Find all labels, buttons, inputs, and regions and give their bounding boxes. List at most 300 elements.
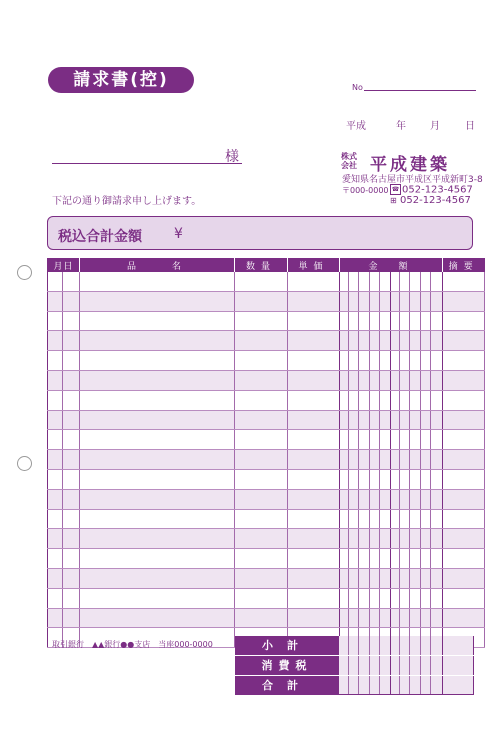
- table-cell[interactable]: [80, 291, 235, 311]
- table-cell[interactable]: [391, 450, 400, 470]
- table-row[interactable]: [48, 549, 485, 569]
- table-cell[interactable]: [288, 272, 340, 291]
- table-cell[interactable]: [410, 568, 421, 588]
- table-cell[interactable]: [400, 549, 410, 569]
- table-cell[interactable]: [288, 588, 340, 608]
- table-cell[interactable]: [349, 410, 359, 430]
- table-cell[interactable]: [80, 608, 235, 628]
- table-cell[interactable]: [443, 608, 485, 628]
- table-cell[interactable]: [400, 311, 410, 331]
- table-cell[interactable]: [48, 430, 63, 450]
- table-cell[interactable]: [443, 549, 485, 569]
- table-row[interactable]: [48, 568, 485, 588]
- table-cell[interactable]: [431, 272, 443, 291]
- table-cell[interactable]: [80, 588, 235, 608]
- table-cell[interactable]: [80, 331, 235, 351]
- table-cell[interactable]: [380, 311, 391, 331]
- table-cell[interactable]: [340, 588, 349, 608]
- table-cell[interactable]: [431, 588, 443, 608]
- table-cell[interactable]: [80, 568, 235, 588]
- table-cell[interactable]: [359, 291, 370, 311]
- table-cell[interactable]: [235, 390, 288, 410]
- table-cell[interactable]: [400, 430, 410, 450]
- table-cell[interactable]: [80, 509, 235, 529]
- table-cell[interactable]: [443, 390, 485, 410]
- table-cell[interactable]: [288, 291, 340, 311]
- table-cell[interactable]: [410, 291, 421, 311]
- table-cell[interactable]: [63, 430, 80, 450]
- table-cell[interactable]: [80, 529, 235, 549]
- table-cell[interactable]: [431, 331, 443, 351]
- table-cell[interactable]: [48, 331, 63, 351]
- table-cell[interactable]: [288, 608, 340, 628]
- table-row[interactable]: [48, 390, 485, 410]
- table-cell[interactable]: [340, 272, 349, 291]
- table-cell[interactable]: [431, 410, 443, 430]
- table-cell[interactable]: [400, 410, 410, 430]
- table-row[interactable]: [48, 430, 485, 450]
- table-cell[interactable]: [391, 509, 400, 529]
- table-cell[interactable]: [400, 509, 410, 529]
- table-cell[interactable]: [410, 370, 421, 390]
- table-cell[interactable]: [410, 489, 421, 509]
- table-cell[interactable]: [421, 410, 431, 430]
- table-cell[interactable]: [380, 331, 391, 351]
- table-cell[interactable]: [391, 549, 400, 569]
- table-cell[interactable]: [421, 272, 431, 291]
- table-cell[interactable]: [235, 588, 288, 608]
- table-cell[interactable]: [63, 272, 80, 291]
- table-cell[interactable]: [431, 529, 443, 549]
- table-cell[interactable]: [235, 469, 288, 489]
- table-cell[interactable]: [421, 370, 431, 390]
- table-cell[interactable]: [235, 311, 288, 331]
- table-cell[interactable]: [349, 588, 359, 608]
- table-cell[interactable]: [443, 450, 485, 470]
- table-cell[interactable]: [421, 291, 431, 311]
- table-cell[interactable]: [421, 529, 431, 549]
- table-cell[interactable]: [443, 529, 485, 549]
- table-cell[interactable]: [48, 450, 63, 470]
- table-cell[interactable]: [288, 469, 340, 489]
- table-cell[interactable]: [380, 509, 391, 529]
- table-cell[interactable]: [288, 450, 340, 470]
- table-cell[interactable]: [80, 272, 235, 291]
- table-cell[interactable]: [48, 390, 63, 410]
- table-cell[interactable]: [443, 588, 485, 608]
- table-cell[interactable]: [80, 469, 235, 489]
- table-cell[interactable]: [349, 529, 359, 549]
- table-cell[interactable]: [370, 351, 380, 371]
- table-cell[interactable]: [370, 509, 380, 529]
- table-cell[interactable]: [80, 370, 235, 390]
- table-cell[interactable]: [410, 450, 421, 470]
- table-cell[interactable]: [421, 390, 431, 410]
- table-cell[interactable]: [391, 430, 400, 450]
- number-field[interactable]: [364, 90, 476, 91]
- table-cell[interactable]: [391, 390, 400, 410]
- table-cell[interactable]: [400, 331, 410, 351]
- table-cell[interactable]: [340, 430, 349, 450]
- table-cell[interactable]: [63, 588, 80, 608]
- table-cell[interactable]: [349, 272, 359, 291]
- table-cell[interactable]: [380, 529, 391, 549]
- table-cell[interactable]: [380, 489, 391, 509]
- table-cell[interactable]: [235, 272, 288, 291]
- table-cell[interactable]: [340, 509, 349, 529]
- table-cell[interactable]: [400, 370, 410, 390]
- table-cell[interactable]: [359, 509, 370, 529]
- table-cell[interactable]: [359, 311, 370, 331]
- table-cell[interactable]: [63, 549, 80, 569]
- table-cell[interactable]: [359, 588, 370, 608]
- table-cell[interactable]: [380, 469, 391, 489]
- table-cell[interactable]: [349, 331, 359, 351]
- table-cell[interactable]: [63, 450, 80, 470]
- table-cell[interactable]: [359, 469, 370, 489]
- table-cell[interactable]: [370, 390, 380, 410]
- table-cell[interactable]: [349, 608, 359, 628]
- table-cell[interactable]: [359, 351, 370, 371]
- table-cell[interactable]: [400, 291, 410, 311]
- table-cell[interactable]: [410, 311, 421, 331]
- table-cell[interactable]: [48, 608, 63, 628]
- table-cell[interactable]: [48, 410, 63, 430]
- table-cell[interactable]: [235, 291, 288, 311]
- table-cell[interactable]: [400, 568, 410, 588]
- table-cell[interactable]: [235, 410, 288, 430]
- table-cell[interactable]: [288, 351, 340, 371]
- table-cell[interactable]: [235, 549, 288, 569]
- table-cell[interactable]: [391, 568, 400, 588]
- table-cell[interactable]: [48, 549, 63, 569]
- table-cell[interactable]: [421, 430, 431, 450]
- table-cell[interactable]: [391, 272, 400, 291]
- table-cell[interactable]: [340, 529, 349, 549]
- table-cell[interactable]: [370, 549, 380, 569]
- table-cell[interactable]: [288, 311, 340, 331]
- table-cell[interactable]: [443, 291, 485, 311]
- table-cell[interactable]: [48, 272, 63, 291]
- table-cell[interactable]: [235, 568, 288, 588]
- table-cell[interactable]: [400, 450, 410, 470]
- table-row[interactable]: [48, 370, 485, 390]
- table-cell[interactable]: [380, 549, 391, 569]
- table-cell[interactable]: [391, 529, 400, 549]
- table-cell[interactable]: [443, 469, 485, 489]
- table-cell[interactable]: [235, 430, 288, 450]
- subtotal-value[interactable]: [339, 636, 474, 655]
- table-cell[interactable]: [63, 529, 80, 549]
- table-cell[interactable]: [410, 529, 421, 549]
- table-cell[interactable]: [410, 351, 421, 371]
- tax-row[interactable]: [235, 656, 474, 676]
- table-cell[interactable]: [410, 272, 421, 291]
- grand-total-row[interactable]: [235, 676, 474, 695]
- table-cell[interactable]: [391, 311, 400, 331]
- table-cell[interactable]: [443, 272, 485, 291]
- table-cell[interactable]: [370, 529, 380, 549]
- table-cell[interactable]: [80, 311, 235, 331]
- table-cell[interactable]: [80, 390, 235, 410]
- table-cell[interactable]: [340, 351, 349, 371]
- table-cell[interactable]: [400, 489, 410, 509]
- table-cell[interactable]: [288, 529, 340, 549]
- table-cell[interactable]: [288, 390, 340, 410]
- table-cell[interactable]: [370, 430, 380, 450]
- table-cell[interactable]: [340, 450, 349, 470]
- table-cell[interactable]: [431, 608, 443, 628]
- grand-total-value[interactable]: [339, 676, 474, 695]
- table-cell[interactable]: [410, 410, 421, 430]
- table-cell[interactable]: [431, 291, 443, 311]
- table-cell[interactable]: [48, 370, 63, 390]
- table-cell[interactable]: [431, 351, 443, 371]
- table-cell[interactable]: [349, 568, 359, 588]
- table-cell[interactable]: [340, 291, 349, 311]
- table-cell[interactable]: [349, 450, 359, 470]
- table-cell[interactable]: [288, 410, 340, 430]
- table-cell[interactable]: [391, 469, 400, 489]
- table-row[interactable]: [48, 469, 485, 489]
- table-cell[interactable]: [443, 489, 485, 509]
- table-cell[interactable]: [48, 588, 63, 608]
- tax-value[interactable]: [339, 656, 474, 675]
- table-cell[interactable]: [431, 370, 443, 390]
- table-cell[interactable]: [63, 370, 80, 390]
- table-cell[interactable]: [288, 568, 340, 588]
- table-cell[interactable]: [235, 351, 288, 371]
- table-cell[interactable]: [359, 272, 370, 291]
- table-cell[interactable]: [400, 588, 410, 608]
- recipient-field[interactable]: [52, 163, 242, 164]
- table-cell[interactable]: [48, 469, 63, 489]
- table-row[interactable]: [48, 291, 485, 311]
- table-cell[interactable]: [80, 489, 235, 509]
- table-cell[interactable]: [400, 608, 410, 628]
- table-cell[interactable]: [410, 390, 421, 410]
- table-cell[interactable]: [48, 291, 63, 311]
- table-cell[interactable]: [63, 489, 80, 509]
- table-cell[interactable]: [359, 430, 370, 450]
- table-cell[interactable]: [410, 608, 421, 628]
- table-cell[interactable]: [340, 608, 349, 628]
- table-row[interactable]: [48, 529, 485, 549]
- table-cell[interactable]: [410, 430, 421, 450]
- table-cell[interactable]: [235, 608, 288, 628]
- table-cell[interactable]: [63, 390, 80, 410]
- table-cell[interactable]: [340, 370, 349, 390]
- table-cell[interactable]: [359, 410, 370, 430]
- table-cell[interactable]: [349, 509, 359, 529]
- table-cell[interactable]: [48, 529, 63, 549]
- table-cell[interactable]: [391, 331, 400, 351]
- table-cell[interactable]: [340, 311, 349, 331]
- table-cell[interactable]: [421, 549, 431, 569]
- table-cell[interactable]: [380, 390, 391, 410]
- table-cell[interactable]: [443, 509, 485, 529]
- table-cell[interactable]: [400, 272, 410, 291]
- table-cell[interactable]: [421, 450, 431, 470]
- table-cell[interactable]: [443, 351, 485, 371]
- table-cell[interactable]: [431, 509, 443, 529]
- table-cell[interactable]: [370, 469, 380, 489]
- table-cell[interactable]: [410, 509, 421, 529]
- table-cell[interactable]: [391, 588, 400, 608]
- table-cell[interactable]: [235, 509, 288, 529]
- table-cell[interactable]: [349, 489, 359, 509]
- table-cell[interactable]: [63, 469, 80, 489]
- table-cell[interactable]: [431, 549, 443, 569]
- table-cell[interactable]: [288, 489, 340, 509]
- table-cell[interactable]: [380, 410, 391, 430]
- table-cell[interactable]: [380, 608, 391, 628]
- table-cell[interactable]: [349, 549, 359, 569]
- table-cell[interactable]: [63, 608, 80, 628]
- table-cell[interactable]: [359, 549, 370, 569]
- table-cell[interactable]: [391, 608, 400, 628]
- table-cell[interactable]: [359, 331, 370, 351]
- table-cell[interactable]: [359, 450, 370, 470]
- table-cell[interactable]: [431, 390, 443, 410]
- table-cell[interactable]: [391, 489, 400, 509]
- table-cell[interactable]: [410, 588, 421, 608]
- table-row[interactable]: [48, 311, 485, 331]
- table-cell[interactable]: [370, 568, 380, 588]
- table-cell[interactable]: [431, 489, 443, 509]
- subtotal-row[interactable]: [235, 636, 474, 656]
- table-cell[interactable]: [370, 489, 380, 509]
- table-cell[interactable]: [431, 430, 443, 450]
- table-cell[interactable]: [370, 410, 380, 430]
- table-cell[interactable]: [340, 410, 349, 430]
- table-cell[interactable]: [421, 608, 431, 628]
- table-cell[interactable]: [400, 390, 410, 410]
- table-cell[interactable]: [431, 311, 443, 331]
- table-cell[interactable]: [48, 568, 63, 588]
- table-row[interactable]: [48, 331, 485, 351]
- table-cell[interactable]: [443, 311, 485, 331]
- table-cell[interactable]: [431, 568, 443, 588]
- table-cell[interactable]: [48, 509, 63, 529]
- table-cell[interactable]: [380, 370, 391, 390]
- table-cell[interactable]: [380, 568, 391, 588]
- table-cell[interactable]: [359, 568, 370, 588]
- table-cell[interactable]: [410, 469, 421, 489]
- table-cell[interactable]: [235, 370, 288, 390]
- table-cell[interactable]: [349, 351, 359, 371]
- table-cell[interactable]: [431, 450, 443, 470]
- table-cell[interactable]: [340, 469, 349, 489]
- table-cell[interactable]: [380, 450, 391, 470]
- table-cell[interactable]: [63, 410, 80, 430]
- table-cell[interactable]: [340, 390, 349, 410]
- table-cell[interactable]: [443, 430, 485, 450]
- table-cell[interactable]: [431, 469, 443, 489]
- table-cell[interactable]: [410, 549, 421, 569]
- table-cell[interactable]: [370, 311, 380, 331]
- table-cell[interactable]: [235, 331, 288, 351]
- table-cell[interactable]: [63, 568, 80, 588]
- table-cell[interactable]: [80, 450, 235, 470]
- table-cell[interactable]: [421, 351, 431, 371]
- table-cell[interactable]: [340, 489, 349, 509]
- table-cell[interactable]: [370, 588, 380, 608]
- table-cell[interactable]: [359, 390, 370, 410]
- table-cell[interactable]: [349, 469, 359, 489]
- table-cell[interactable]: [235, 529, 288, 549]
- table-cell[interactable]: [288, 549, 340, 569]
- table-cell[interactable]: [359, 370, 370, 390]
- table-cell[interactable]: [380, 291, 391, 311]
- table-row[interactable]: [48, 608, 485, 628]
- table-cell[interactable]: [410, 331, 421, 351]
- table-cell[interactable]: [443, 410, 485, 430]
- table-cell[interactable]: [443, 568, 485, 588]
- table-cell[interactable]: [80, 351, 235, 371]
- table-cell[interactable]: [380, 351, 391, 371]
- table-cell[interactable]: [48, 351, 63, 371]
- table-cell[interactable]: [391, 291, 400, 311]
- table-row[interactable]: [48, 450, 485, 470]
- table-cell[interactable]: [370, 608, 380, 628]
- table-cell[interactable]: [288, 331, 340, 351]
- table-cell[interactable]: [370, 291, 380, 311]
- table-cell[interactable]: [48, 489, 63, 509]
- table-cell[interactable]: [359, 489, 370, 509]
- table-cell[interactable]: [421, 489, 431, 509]
- table-cell[interactable]: [349, 311, 359, 331]
- table-cell[interactable]: [340, 549, 349, 569]
- table-cell[interactable]: [80, 430, 235, 450]
- table-cell[interactable]: [421, 331, 431, 351]
- table-cell[interactable]: [421, 588, 431, 608]
- table-cell[interactable]: [359, 529, 370, 549]
- table-cell[interactable]: [380, 588, 391, 608]
- table-cell[interactable]: [380, 430, 391, 450]
- table-row[interactable]: [48, 509, 485, 529]
- table-cell[interactable]: [349, 291, 359, 311]
- table-cell[interactable]: [370, 370, 380, 390]
- table-cell[interactable]: [421, 311, 431, 331]
- table-cell[interactable]: [349, 370, 359, 390]
- table-cell[interactable]: [421, 469, 431, 489]
- table-cell[interactable]: [359, 608, 370, 628]
- table-cell[interactable]: [63, 311, 80, 331]
- table-cell[interactable]: [370, 272, 380, 291]
- table-cell[interactable]: [443, 331, 485, 351]
- table-row[interactable]: [48, 410, 485, 430]
- table-cell[interactable]: [400, 529, 410, 549]
- table-cell[interactable]: [391, 351, 400, 371]
- table-cell[interactable]: [349, 430, 359, 450]
- table-cell[interactable]: [400, 469, 410, 489]
- table-cell[interactable]: [391, 370, 400, 390]
- table-cell[interactable]: [235, 450, 288, 470]
- table-cell[interactable]: [80, 549, 235, 569]
- table-cell[interactable]: [421, 509, 431, 529]
- table-cell[interactable]: [340, 331, 349, 351]
- table-row[interactable]: [48, 588, 485, 608]
- table-cell[interactable]: [235, 489, 288, 509]
- table-cell[interactable]: [370, 450, 380, 470]
- table-cell[interactable]: [380, 272, 391, 291]
- table-cell[interactable]: [370, 331, 380, 351]
- table-row[interactable]: [48, 272, 485, 291]
- table-cell[interactable]: [288, 430, 340, 450]
- table-cell[interactable]: [443, 370, 485, 390]
- table-cell[interactable]: [63, 331, 80, 351]
